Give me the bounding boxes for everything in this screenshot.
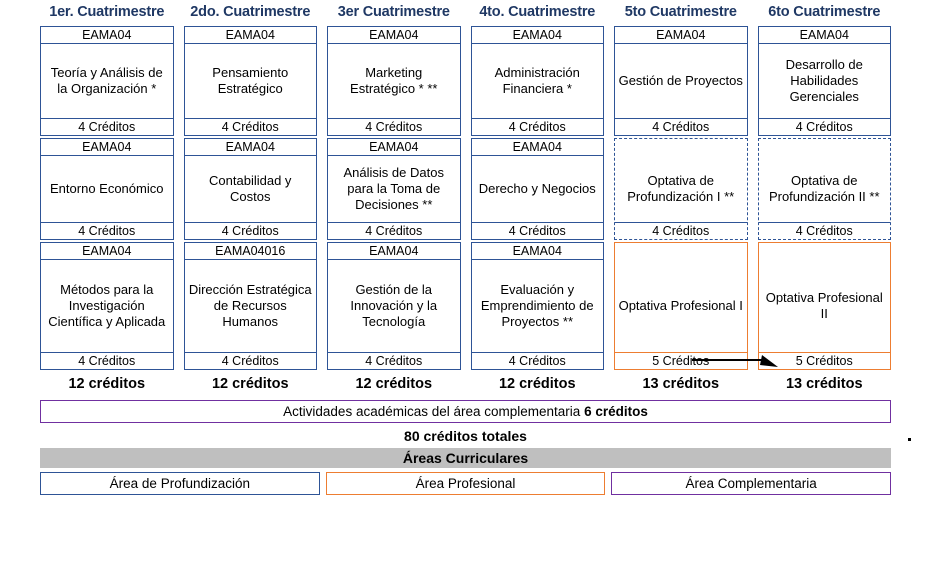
course-code: EAMA04 (185, 27, 317, 44)
course-card[interactable] (40, 26, 174, 136)
course-code: EAMA04 (759, 27, 891, 44)
course-credits: 4 Créditos (328, 222, 460, 239)
term-header-6: 6to Cuatrimestre (768, 4, 881, 20)
term-header-2: 2do. Cuatrimestre (190, 4, 311, 20)
course-code: EAMA04 (472, 27, 604, 44)
term-header-1: 1er. Cuatrimestre (49, 4, 165, 20)
course-code: EAMA04 (185, 139, 317, 156)
stray-dot (908, 438, 911, 441)
course-code: EAMA04 (472, 139, 604, 156)
course-card[interactable] (327, 26, 461, 136)
course-name: Contabilidad y Costos (209, 173, 292, 204)
course-name: Pensamiento Estratégico (212, 65, 289, 96)
course-code: EAMA04 (615, 27, 747, 44)
course-card[interactable] (184, 26, 318, 136)
course-name: Optativa de Profundización I ** (627, 173, 735, 204)
course-credits: 5 Créditos (759, 352, 891, 369)
course-code: EAMA04 (41, 139, 173, 156)
course-name: Optativa Profesional II (765, 290, 883, 321)
term-total: 13 créditos (785, 376, 863, 392)
course-credits: 4 Créditos (328, 352, 460, 369)
course-row-2 (0, 136, 931, 240)
course-code: EAMA04 (472, 243, 604, 260)
course-name: Optativa de Profundización II ** (768, 173, 880, 204)
course-name: Análisis de Datos para la Toma de Decisiones ** (343, 165, 444, 212)
course-credits: 4 Créditos (41, 222, 173, 239)
course-name: Métodos para la Investigación Científica y Aplicada (48, 282, 166, 329)
course-code (759, 243, 891, 260)
term-header-5: 5to Cuatrimestre (624, 4, 737, 20)
course-name: Dirección Estratégica de Recursos Humanos (188, 282, 312, 329)
course-card[interactable] (184, 242, 318, 370)
course-credits: 4 Créditos (615, 118, 747, 135)
course-code (615, 243, 747, 260)
course-code (759, 139, 891, 156)
course-card[interactable] (614, 26, 748, 136)
complementary-credits: 6 créditos (584, 404, 648, 419)
term-total: 12 créditos (355, 376, 433, 392)
course-card[interactable] (758, 26, 892, 136)
course-code: EAMA04 (41, 243, 173, 260)
course-credits: 4 Créditos (41, 352, 173, 369)
course-name: Gestión de Proyectos (618, 73, 743, 88)
course-name: Teoría y Análisis de la Organización * (50, 65, 163, 96)
term-totals-row (0, 370, 931, 392)
course-name: Derecho y Negocios (478, 181, 596, 196)
course-credits: 4 Créditos (759, 118, 891, 135)
complementary-label: Actividades académicas del área complementaria (283, 404, 585, 419)
term-header-3: 3er Cuatrimestre (337, 4, 450, 20)
elective-card[interactable] (614, 138, 748, 240)
course-credits: 4 Créditos (472, 222, 604, 239)
course-name: Evaluación y Emprendimiento de Proyectos ** (480, 282, 594, 329)
course-credits: 4 Créditos (472, 118, 604, 135)
course-card[interactable] (40, 242, 174, 370)
term-header-row (0, 0, 931, 24)
elective-card[interactable] (758, 138, 892, 240)
course-credits: 4 Créditos (472, 352, 604, 369)
course-code: EAMA04 (328, 243, 460, 260)
professional-elective-card[interactable] (758, 242, 892, 370)
course-name: Optativa Profesional I (618, 298, 743, 313)
course-card[interactable] (471, 138, 605, 240)
legend-area-profundizacion: Área de Profundización (40, 472, 320, 495)
legend-area-profesional: Área Profesional (326, 472, 606, 495)
course-credits: 4 Créditos (328, 118, 460, 135)
course-card[interactable] (327, 138, 461, 240)
course-name: Desarrollo de Habilidades Gerenciales (785, 57, 863, 104)
course-row-3 (0, 240, 931, 370)
legend-area-complementaria: Área Complementaria (611, 472, 891, 495)
course-credits: 4 Créditos (185, 222, 317, 239)
course-credits: 4 Créditos (185, 352, 317, 369)
course-code: EAMA04 (328, 27, 460, 44)
course-name: Administración Financiera * (494, 65, 580, 96)
course-row-1 (0, 24, 931, 136)
course-credits: 5 Créditos (615, 352, 747, 369)
grand-total-label: 80 créditos totales (404, 428, 527, 444)
areas-legend (40, 472, 891, 495)
course-card[interactable] (471, 26, 605, 136)
course-name: Gestión de la Innovación y la Tecnología (350, 282, 438, 329)
term-header-4: 4to. Cuatrimestre (479, 4, 596, 20)
course-card[interactable] (40, 138, 174, 240)
course-code: EAMA04 (41, 27, 173, 44)
course-credits: 4 Créditos (759, 222, 891, 239)
course-credits: 4 Créditos (615, 222, 747, 239)
course-credits: 4 Créditos (185, 118, 317, 135)
term-total: 13 créditos (642, 376, 720, 392)
course-card[interactable] (327, 242, 461, 370)
term-total: 12 créditos (498, 376, 576, 392)
course-code: EAMA04 (328, 139, 460, 156)
complementary-activities-band (40, 400, 891, 423)
course-name: Marketing Estratégico * ** (350, 65, 438, 96)
term-total: 12 créditos (211, 376, 289, 392)
professional-elective-card[interactable] (614, 242, 748, 370)
course-code (615, 139, 747, 156)
course-credits: 4 Créditos (41, 118, 173, 135)
term-total: 12 créditos (68, 376, 146, 392)
course-name: Entorno Económico (50, 181, 164, 196)
areas-title: Áreas Curriculares (40, 448, 891, 468)
course-code: EAMA04016 (185, 243, 317, 260)
course-card[interactable] (471, 242, 605, 370)
course-card[interactable] (184, 138, 318, 240)
